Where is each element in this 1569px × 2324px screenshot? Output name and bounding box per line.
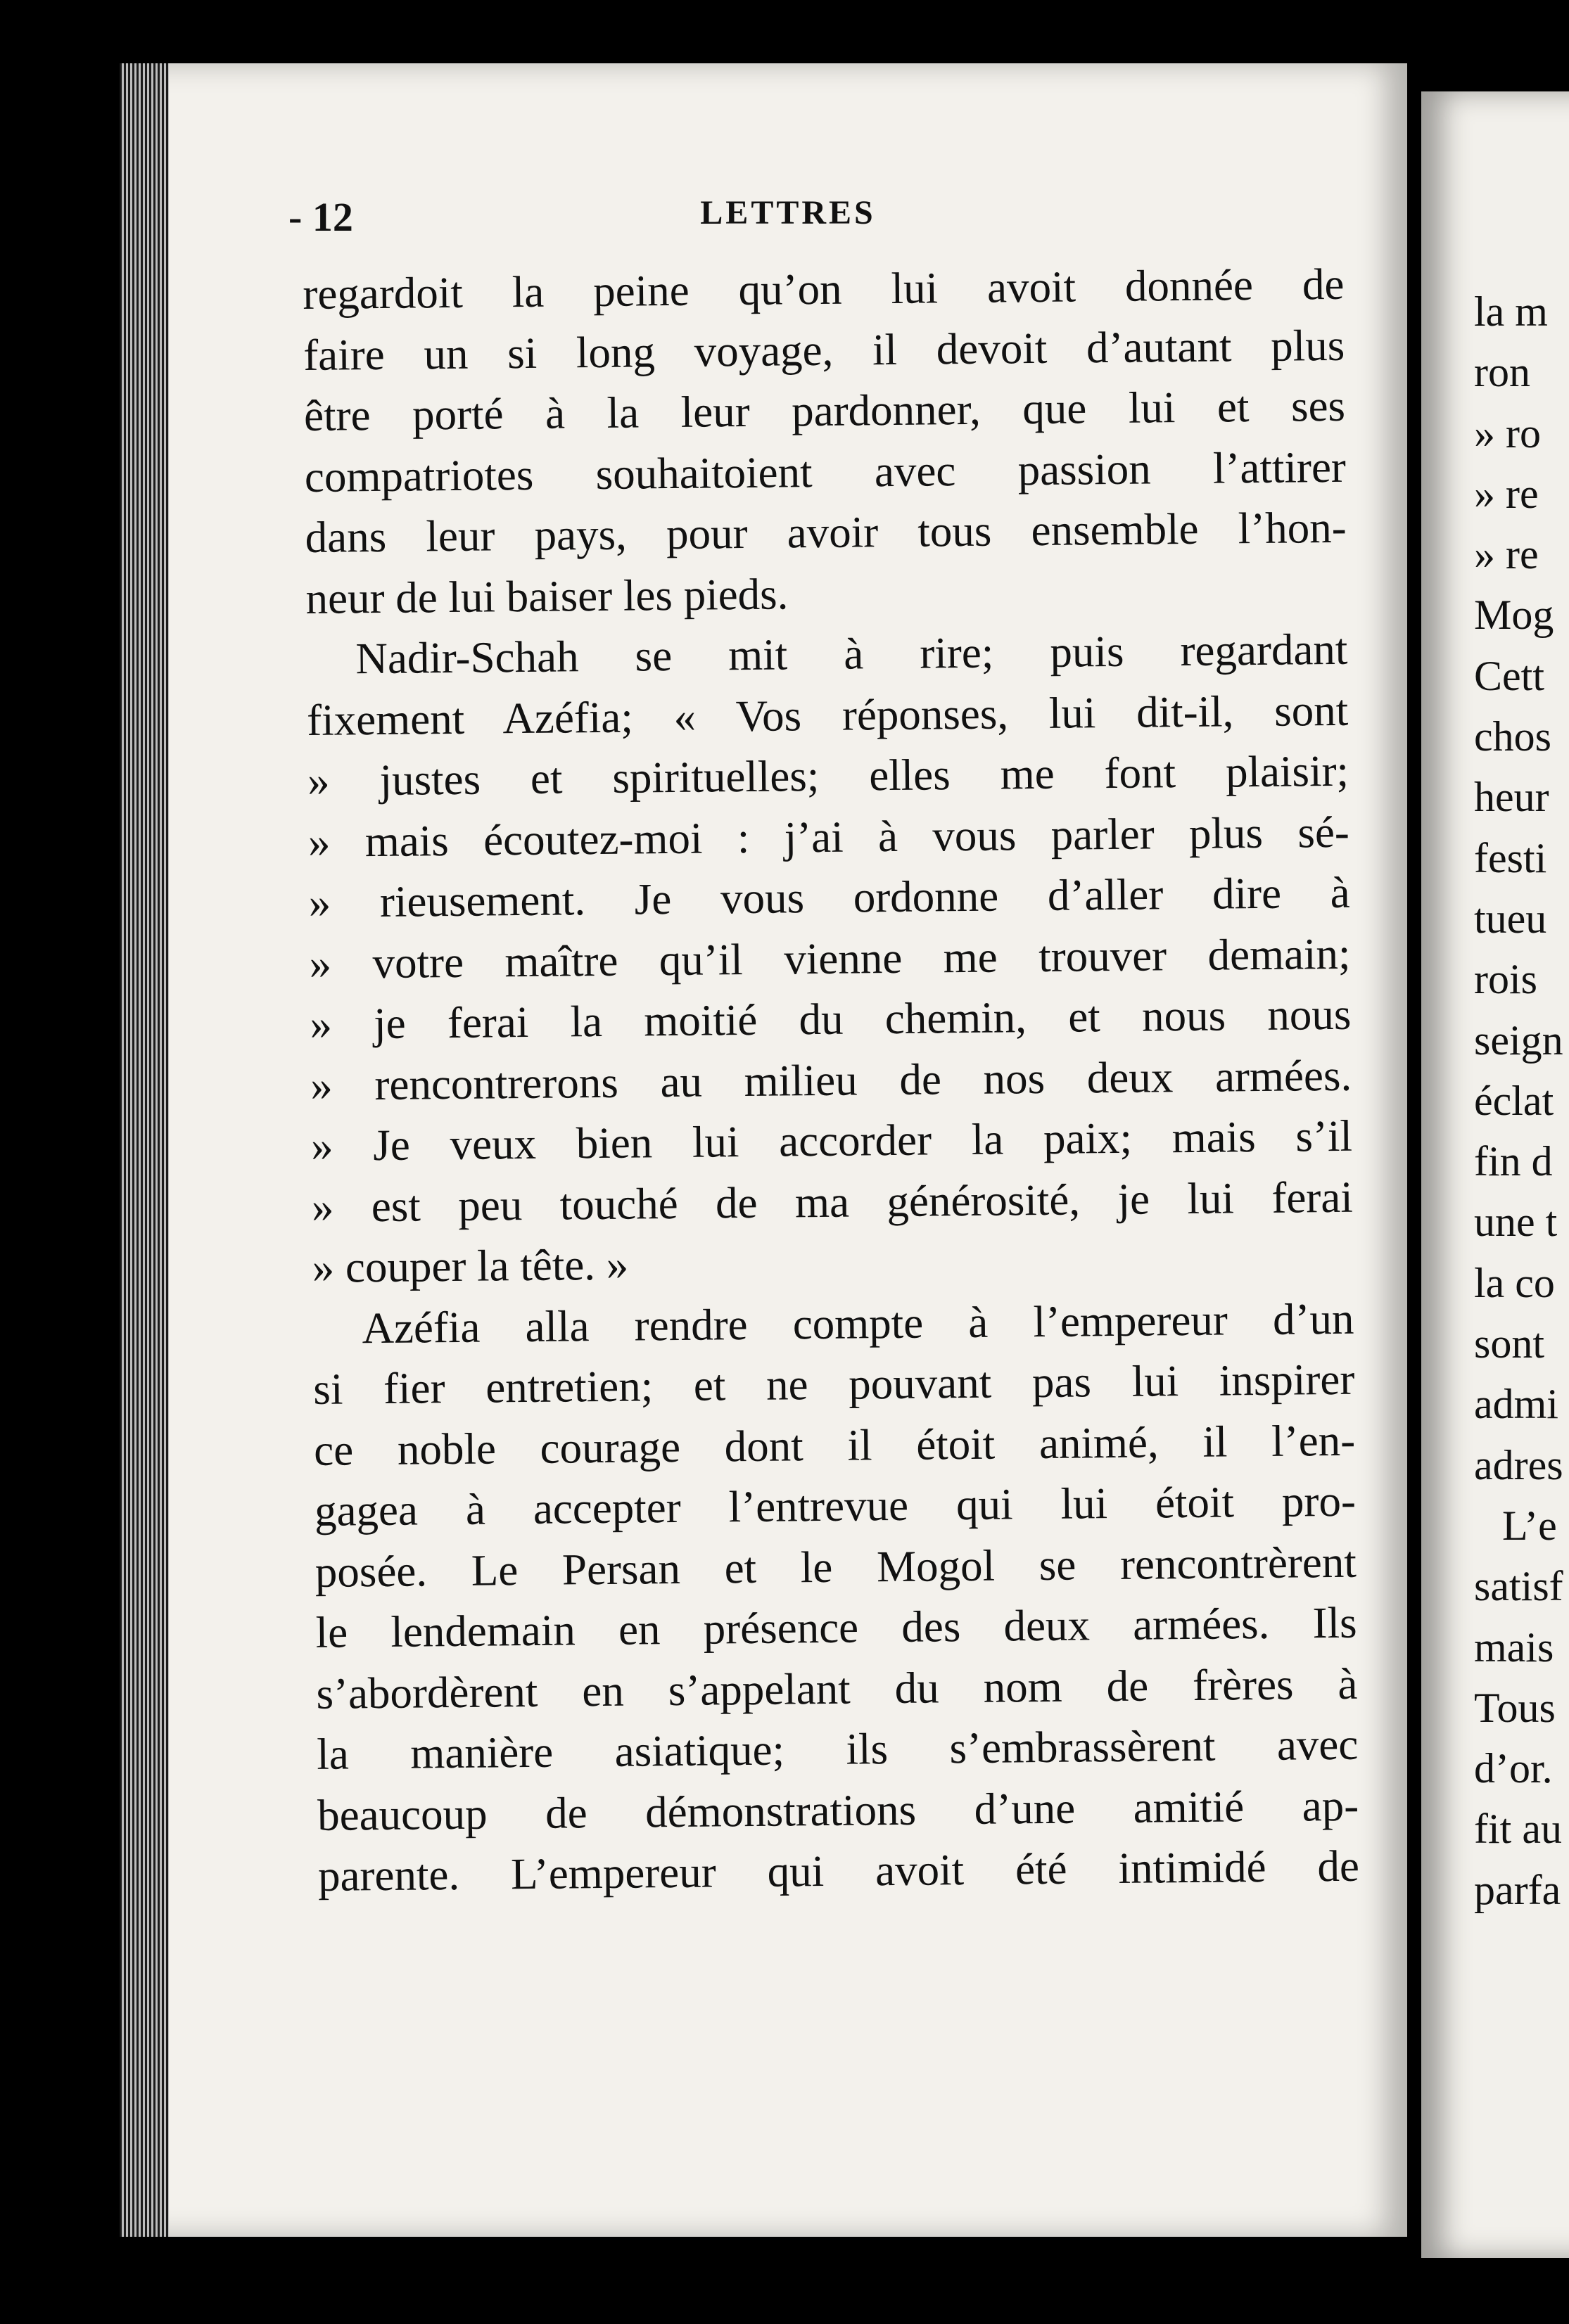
text-line: » re [1474,531,1539,578]
text-line: mais [1474,1623,1554,1671]
text-line: parfa [1474,1866,1561,1913]
text-line: le lendemain en présence des deux armées. Ils [315,1597,1357,1657]
text-line: fixement Azéfia; « Vos réponses, lui dit-il, sont [306,685,1349,745]
text-line: » ro [1474,409,1541,456]
text-line: tueu [1474,895,1547,942]
text-line: neur de lui baiser les pieds. [305,568,789,623]
text-line: Mog [1474,592,1554,639]
text-line: d’or. [1474,1745,1553,1792]
text-line: ce noble courage dont il étoit animé, il l’en- [313,1415,1356,1475]
text-line: fit au [1474,1806,1562,1853]
text-line: Tous [1474,1684,1556,1731]
body-text [303,254,1359,1907]
right-page [1421,91,1569,2258]
text-line: Cett [1474,652,1544,699]
text-line: éclat [1474,1077,1554,1124]
text-line: » rieusement. Je vous ordonne d’aller dire à [308,867,1350,927]
text-line: la m [1474,288,1548,335]
page-header [288,193,1288,257]
text-line: » re [1474,470,1539,517]
text-line: sont [1474,1320,1545,1367]
text-line: si fier entretien; et ne pouvant pas lui inspirer [313,1354,1355,1414]
text-line: compatriotes souhaitoient avec passion l’attirer [304,442,1347,502]
text-line: » justes et spirituelles; elles me font plaisir; [307,746,1349,805]
text-line: seign [1474,1016,1563,1064]
text-line: satisf [1474,1563,1563,1610]
text-line: être porté à la leur pardonner, que lui et ses [303,381,1346,440]
text-line: fin d [1474,1138,1553,1185]
text-line: une t [1474,1199,1558,1246]
running-title: LETTRES [700,194,876,231]
text-line: L’e [1502,1502,1557,1549]
text-line: dans leur pays, pour avoir tous ensemble l’hon- [305,502,1347,562]
text-line: » votre maître qu’il vienne me trouver demain; [309,928,1351,988]
text-line: ron [1474,349,1530,396]
text-line: heur [1474,774,1549,821]
text-line: chos [1474,713,1551,760]
page-number: - 12 [288,194,353,240]
page-edges [120,63,169,2237]
left-page [120,63,1407,2237]
text-line: » est peu touché de ma générosité, je lui ferai [311,1172,1354,1232]
text-line: gagea à accepter l’entrevue qui lui étoit pro- [314,1476,1357,1536]
text-line: festi [1474,834,1547,881]
text-line: admi [1474,1381,1558,1428]
text-line: regardoit la peine qu’on lui avoit donnée de [303,259,1345,319]
text-line: parente. L’empereur qui avoit été intimidé de [317,1841,1360,1901]
text-line: rois [1474,956,1537,1003]
text-line: la co [1474,1259,1555,1306]
text-line: » mais écoutez-moi : j’ai à vous parler plus sé- [307,807,1350,867]
text-line: » couper la tête. » [312,1239,629,1292]
text-line: » Je veux bien lui accorder la paix; mais s’il [310,1111,1353,1170]
text-line: Nadir-Schah se mit à rire; puis regardant [355,624,1348,684]
text-line: faire un si long voyage, il devoit d’autant plus [303,320,1345,380]
text-line: » rencontrerons au milieu de nos deux armées. [310,1050,1352,1110]
right-page-text [1474,281,1563,1920]
text-line: s’abordèrent en s’appelant du nom de frères à [316,1659,1358,1718]
text-line: posée. Le Persan et le Mogol se rencontrèrent [315,1537,1357,1597]
text-line: adres [1474,1441,1563,1488]
text-line: » je ferai la moitié du chemin, et nous nous [310,989,1352,1049]
text-line: la manière asiatique; ils s’embrassèrent avec [317,1719,1359,1779]
text-line: beaucoup de démonstrations d’une amitié ap- [317,1780,1359,1840]
text-line: Azéfia alla rendre compte à l’empereur d’un [362,1294,1354,1353]
